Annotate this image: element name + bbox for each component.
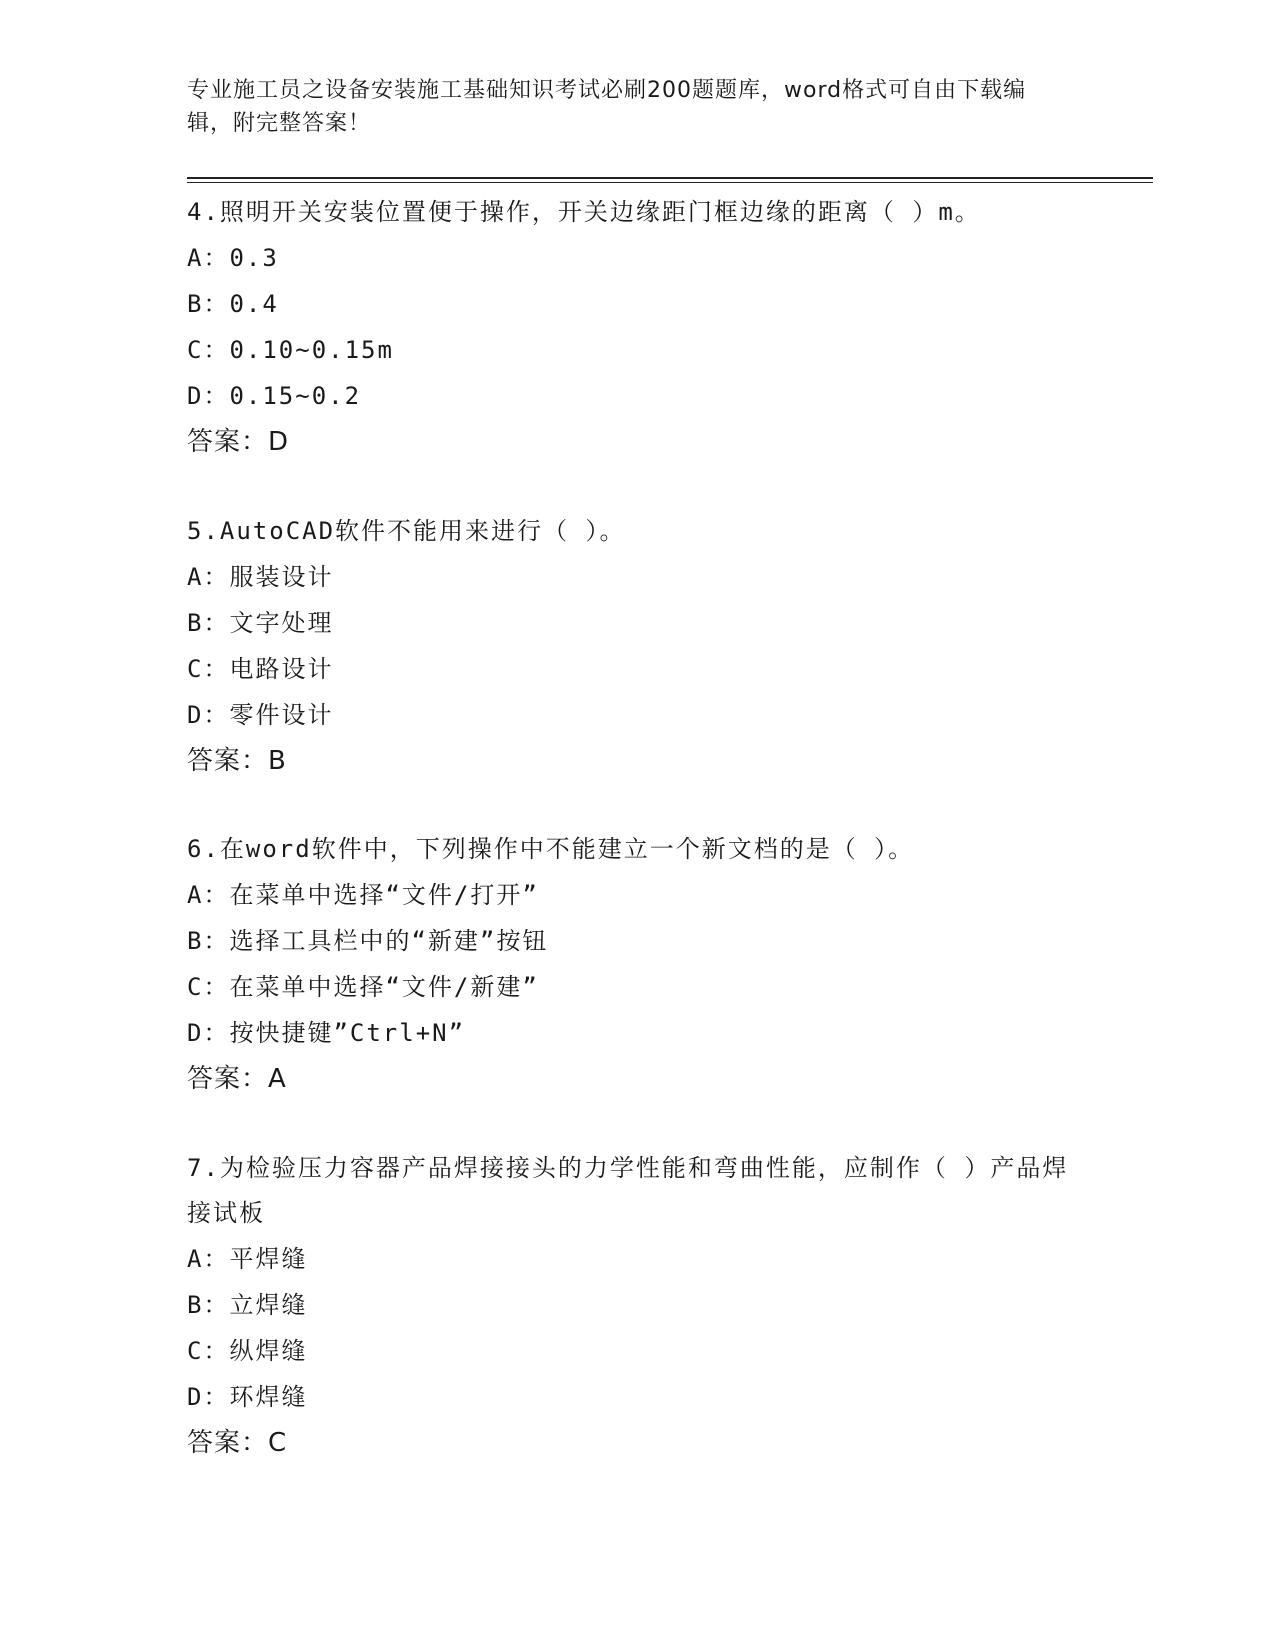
question-stem: 5.AutoCAD软件不能用来进行（ ）。 (187, 517, 626, 545)
document-title: 专业施工员之设备安装施工基础知识考试必刷200题题库，word格式可自由下载编辑，附完整答案！ (187, 78, 1027, 136)
question-block (187, 827, 1087, 1102)
question-block (187, 509, 1087, 784)
option-d: D：零件设计 (187, 701, 334, 729)
header-divider-thick (187, 177, 1153, 179)
option-a: A：服装设计 (187, 563, 334, 591)
option-a: A：在菜单中选择“文件/打开” (187, 881, 539, 909)
question-stem: 4.照明开关安装位置便于操作，开关边缘距门框边缘的距离（ ）m。 (187, 198, 981, 226)
option-c: C：在菜单中选择“文件/新建” (187, 973, 539, 1001)
option-b: B：文字处理 (187, 609, 334, 637)
option-c: C：纵焊缝 (187, 1337, 308, 1365)
question-block (187, 190, 1087, 465)
answer-line: 答案：A (187, 1064, 287, 1094)
option-b: B：选择工具栏中的“新建”按钮 (187, 927, 549, 955)
question-block (187, 1146, 1087, 1466)
option-a: A：0.3 (187, 244, 279, 272)
answer-line: 答案：C (187, 1428, 288, 1458)
header-divider-thin (187, 182, 1153, 183)
question-stem: 7.为检验压力容器产品焊接接头的力学性能和弯曲性能，应制作（ ）产品焊接试板 (187, 1154, 1069, 1227)
answer-line: 答案：B (187, 746, 287, 776)
option-d: D：按快捷键”Ctrl+N” (187, 1019, 466, 1047)
option-d: D：环焊缝 (187, 1383, 308, 1411)
answer-line: 答案：D (187, 427, 290, 457)
question-stem: 6.在word软件中，下列操作中不能建立一个新文档的是（ ）。 (187, 835, 915, 863)
option-b: B：0.4 (187, 290, 279, 318)
option-c: C：电路设计 (187, 655, 334, 683)
option-b: B：立焊缝 (187, 1291, 308, 1319)
option-c: C：0.10~0.15m (187, 336, 394, 364)
option-d: D：0.15~0.2 (187, 382, 362, 410)
option-a: A：平焊缝 (187, 1245, 308, 1273)
